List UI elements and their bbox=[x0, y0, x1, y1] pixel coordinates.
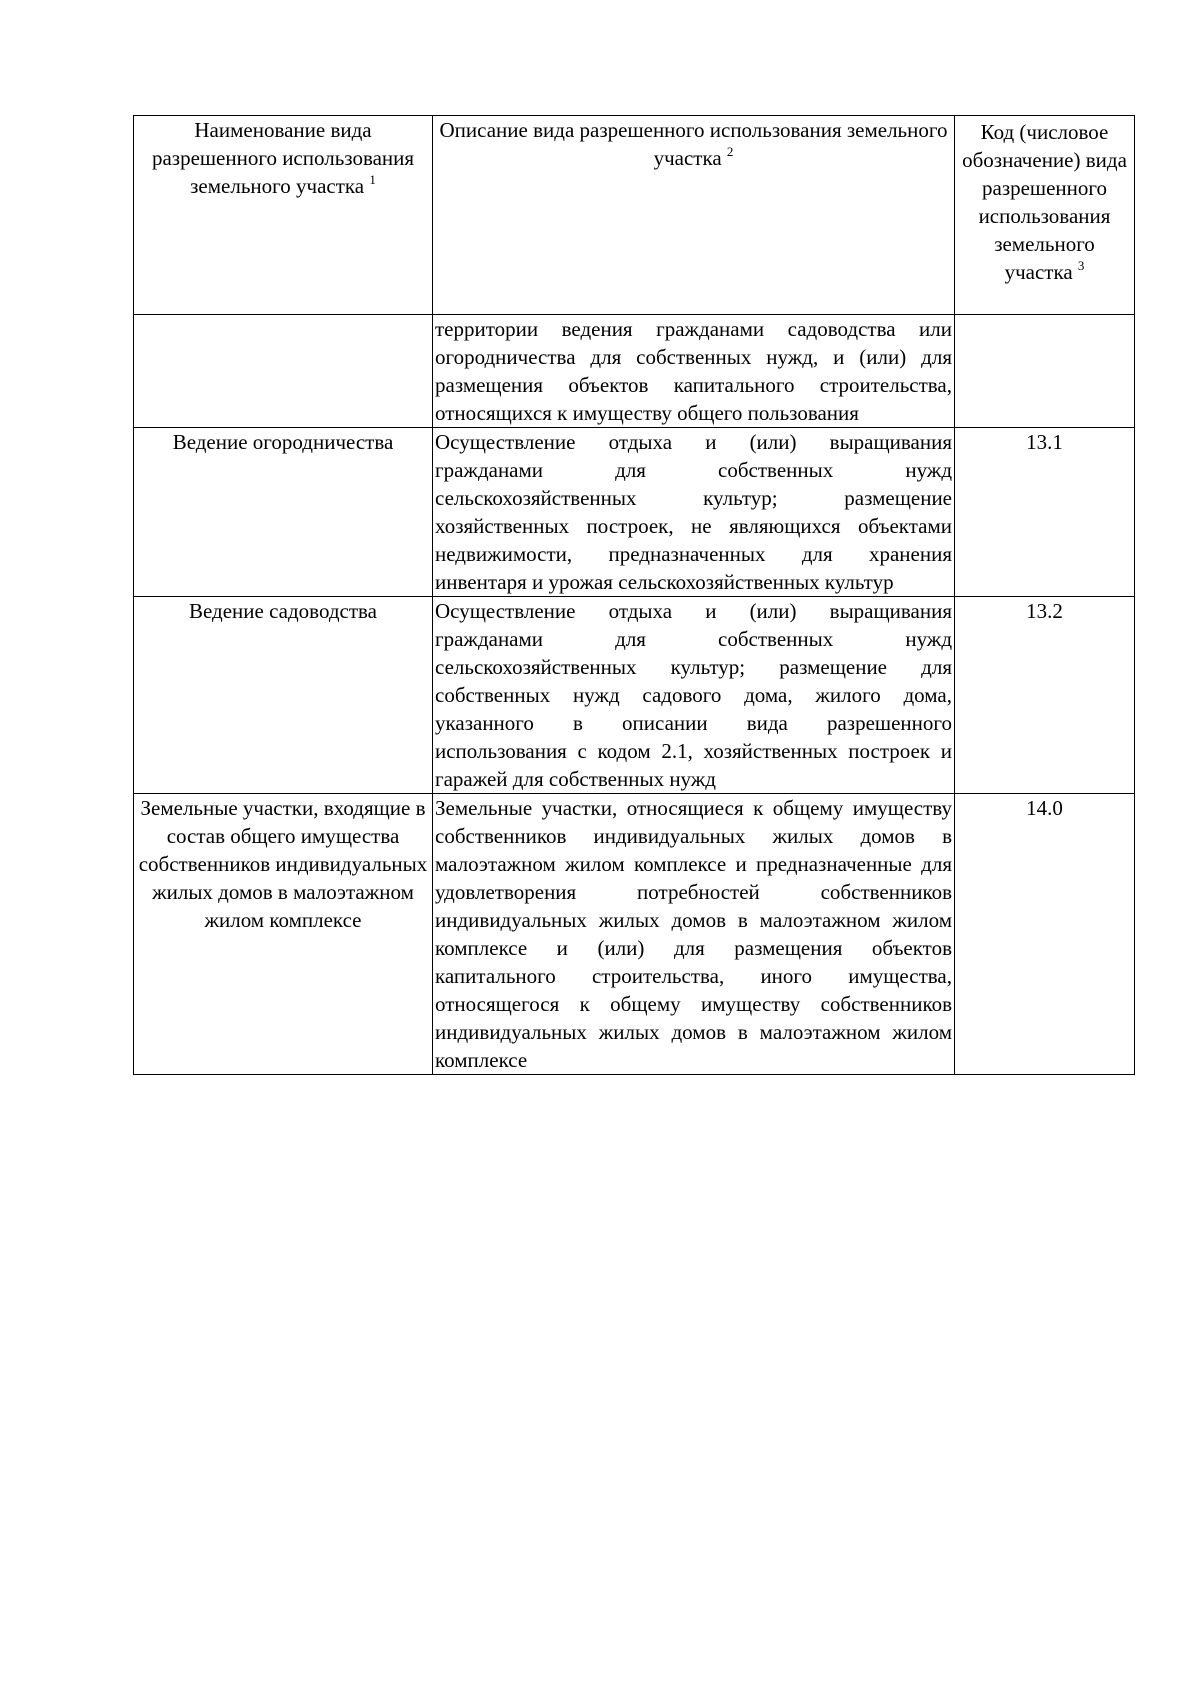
row-description-cell: Осуществление отдыха и (или) выращивания гражданами для собственных нужд сельскохозяйственных культур; размещение для собственных нужд садового дома, жилого дома, указанного в описании вида разрешенного использования с кодом 2.1, хозяйственных построек и гаражей для собственных нужд bbox=[433, 597, 955, 794]
header-name-text: Наименование вида разрешенного использования земельного участка bbox=[151, 118, 415, 198]
row-name-cell: Земельные участки, входящие в состав общего имущества собственников индивидуальных жилых домов в малоэтажном жилом комплексе bbox=[134, 794, 433, 1075]
header-description-text: Описание вида разрешенного использования земельного участка bbox=[439, 118, 948, 170]
header-name-footnote: 1 bbox=[369, 172, 376, 187]
row-code-cell: 14.0 bbox=[955, 794, 1135, 1075]
header-description bbox=[433, 116, 955, 315]
table-row bbox=[134, 428, 1135, 597]
row-description-cell: Осуществление отдыха и (или) выращивания гражданами для собственных нужд сельскохозяйственных культур; размещение хозяйственных построек, не являющихся объектами недвижимости, предназначенных для хранения инвентаря и урожая сельскохозяйственных культур bbox=[433, 428, 955, 597]
row-name-cell bbox=[134, 315, 433, 428]
row-name-cell: Ведение огородничества bbox=[134, 428, 433, 597]
row-description-cell: Земельные участки, относящиеся к общему имуществу собственников индивидуальных жилых домов в малоэтажном жилом комплексе и предназначенные для удовлетворения потребностей собственников индивидуальных жилых домов в малоэтажном жилом комплексе и (или) для размещения объектов капитального строительства, иного имущества, относящегося к общему имуществу собственников индивидуальных жилых домов в малоэтажном жилом комплексе bbox=[433, 794, 955, 1075]
header-description-footnote: 2 bbox=[726, 144, 734, 159]
row-name-cell: Ведение садоводства bbox=[134, 597, 433, 794]
row-code-cell bbox=[955, 315, 1135, 428]
table-row bbox=[134, 794, 1135, 1075]
header-name bbox=[134, 116, 433, 315]
row-code-cell: 13.2 bbox=[955, 597, 1135, 794]
table-header-row bbox=[134, 116, 1135, 315]
header-code-text: Код (числовое обозначение) вида разрешенного использования земельного участка bbox=[962, 120, 1127, 284]
header-code-footnote: 3 bbox=[1077, 258, 1085, 273]
row-code-cell: 13.1 bbox=[955, 428, 1135, 597]
land-use-table bbox=[133, 115, 1135, 1075]
table-row bbox=[134, 597, 1135, 794]
row-description-cell: территории ведения гражданами садоводства или огородничества для собственных нужд, и (или) для размещения объектов капитального строительства, относящихся к имуществу общего пользования bbox=[433, 315, 955, 428]
table-row bbox=[134, 315, 1135, 428]
header-code bbox=[955, 116, 1135, 315]
